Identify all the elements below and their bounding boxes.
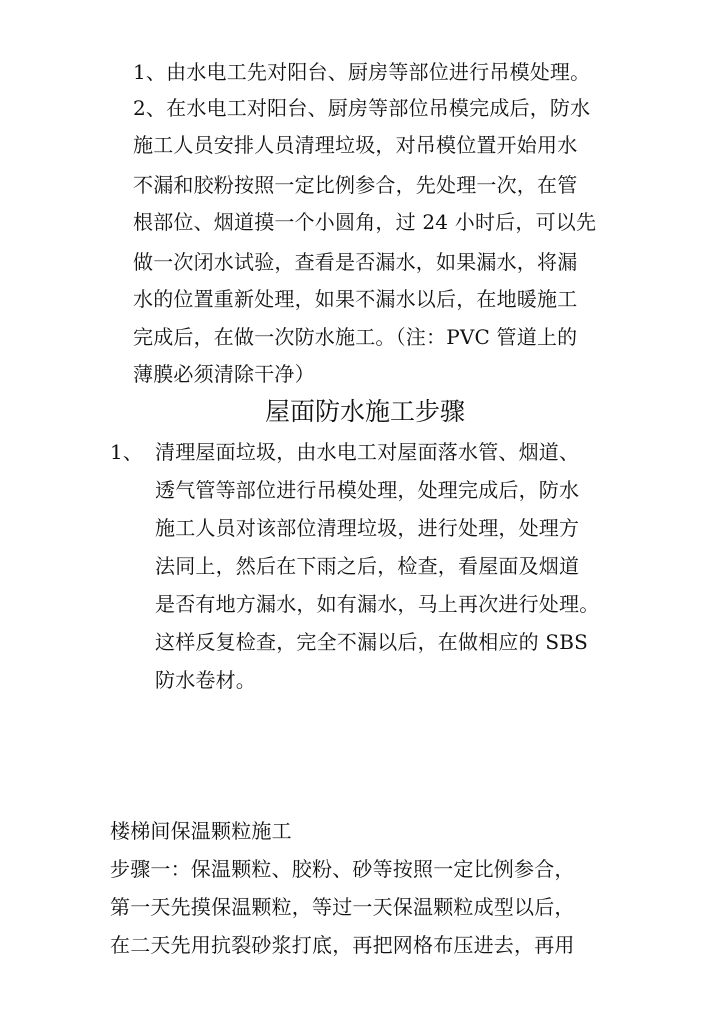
text-line: 做一次闭水试验，查看是否漏水，如果漏水，将漏	[133, 250, 578, 274]
text-line: 不漏和胶粉按照一定比例参合，先处理一次，在管	[133, 173, 578, 197]
text-line: 法同上，然后在下雨之后，检查，看屋面及烟道	[155, 554, 580, 578]
text-line: 根部位、烟道摸一个小圆角，过 24 小时后，可以先	[133, 210, 597, 234]
text-line: 清理屋面垃圾，由水电工对屋面落水管、烟道、	[155, 440, 580, 464]
text-line: 这样反复检查，完全不漏以后，在做相应的 SBS	[155, 630, 589, 654]
list-item-number: 1、	[110, 440, 144, 464]
text-line: 第一天先摸保温颗粒，等过一天保温颗粒成型以后，	[110, 895, 575, 919]
text-line: 1、由水电工先对阳台、厨房等部位进行吊模处理。	[133, 60, 591, 84]
text-line: 防水卷材。	[155, 668, 256, 692]
text-line: 是否有地方漏水，如有漏水，马上再次进行处理。	[155, 592, 600, 616]
text-line: 步骤一：保温颗粒、胶粉、砂等按照一定比例参合，	[110, 857, 575, 881]
text-line: 薄膜必须清除干净）	[133, 362, 315, 386]
text-line: 在二天先用抗裂砂浆打底，再把网格布压进去，再用	[110, 933, 575, 957]
text-line: 施工人员安排人员清理垃圾，对吊模位置开始用水	[133, 133, 578, 157]
text-line: 完成后，在做一次防水施工。（注：PVC 管道上的	[133, 325, 578, 349]
text-line: 水的位置重新处理，如果不漏水以后，在地暖施工	[133, 287, 578, 311]
text-line: 施工人员对该部位清理垃圾，进行处理，处理方	[155, 516, 580, 540]
section-heading: 屋面防水施工步骤	[265, 397, 466, 426]
section-title: 楼梯间保温颗粒施工	[110, 819, 292, 843]
text-line: 透气管等部位进行吊模处理，处理完成后，防水	[155, 478, 580, 502]
text-line: 2、在水电工对阳台、厨房等部位吊模完成后，防水	[133, 96, 591, 120]
